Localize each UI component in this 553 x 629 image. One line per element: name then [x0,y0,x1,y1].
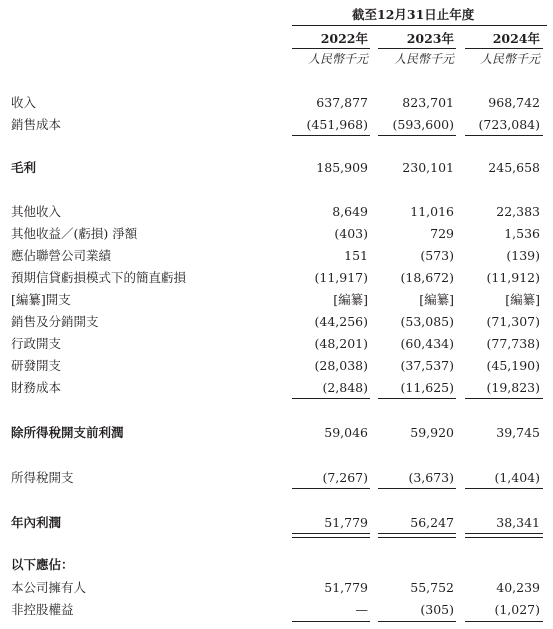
row-value: (60,434) [400,336,454,351]
unit-2023: 人民幣千元 [393,52,454,66]
subtotal-rule [292,621,370,622]
row-value: 637,877 [316,95,368,110]
row-value: 185,909 [316,160,368,175]
row-value: (45,190) [486,358,540,373]
year-rule-2022 [292,48,370,49]
row-value: (11,625) [400,380,454,395]
row-value: (71,307) [486,314,540,329]
year-rule-2023 [378,48,456,49]
row-label: 以下應佔： [11,557,74,572]
row-label: 預期信貸虧損模式下的簡直虧損 [11,270,187,285]
total-double-rule [465,533,543,538]
row-value: (11,917) [314,270,368,285]
row-label: 行政開支 [11,336,62,351]
row-value: (28,038) [314,358,368,373]
row-value: 729 [430,226,454,241]
subtotal-rule [292,488,370,489]
year-2023: 2023年 [406,31,454,46]
row-label: 研發開支 [11,358,62,373]
row-value: (48,201) [314,336,368,351]
row-value: (305) [420,602,454,617]
row-value: (593,600) [392,117,454,132]
total-double-rule [292,533,370,538]
row-label: 非控股權益 [11,602,74,617]
row-value: 968,742 [488,95,540,110]
row-value: (44,256) [314,314,368,329]
row-label: 其他收入 [11,204,62,219]
row-value: 40,239 [496,580,540,595]
row-value: — [355,602,368,617]
row-value: 1,536 [504,226,540,241]
row-label: 年內利潤 [11,515,62,530]
row-value: 8,649 [332,204,368,219]
row-value: 56,247 [410,515,454,530]
subtotal-rule [465,398,543,399]
row-value: (1,027) [494,602,540,617]
row-label: 其他收益／(虧損) 淨額 [11,226,138,241]
row-value: 59,920 [410,425,454,440]
row-value: 823,701 [402,95,454,110]
year-2024: 2024年 [492,31,540,46]
row-value: [編纂] [333,292,368,307]
subtotal-rule [465,488,543,489]
row-value: (723,084) [478,117,540,132]
row-value: (11,912) [486,270,540,285]
row-label: 銷售及分銷開支 [11,314,99,329]
subtotal-rule [378,398,456,399]
subtotal-rule [465,135,543,136]
row-value: 230,101 [402,160,454,175]
subtotal-rule [465,621,543,622]
row-value: 245,658 [488,160,540,175]
row-label: 毛利 [11,160,37,175]
row-value: 51,779 [324,515,368,530]
row-value: (139) [506,248,540,263]
row-value: [編纂] [505,292,540,307]
row-value: 39,745 [496,425,540,440]
row-label: 銷售成本 [11,117,62,132]
row-value: (3,673) [408,470,454,485]
row-value: 51,779 [324,580,368,595]
row-label: 除所得稅開支前利潤 [11,425,124,440]
header-rule [292,25,547,26]
row-value: [編纂] [419,292,454,307]
row-value: 59,046 [324,425,368,440]
unit-2024: 人民幣千元 [479,52,540,66]
row-value: (53,085) [400,314,454,329]
row-value: (2,848) [322,380,368,395]
year-2022: 2022年 [320,31,368,46]
row-value: (7,267) [322,470,368,485]
row-label: 收入 [11,95,37,110]
row-value: 55,752 [410,580,454,595]
row-value: 151 [344,248,368,263]
row-value: (18,672) [400,270,454,285]
unit-2022: 人民幣千元 [307,52,368,66]
subtotal-rule [292,398,370,399]
row-value: 38,341 [496,515,540,530]
subtotal-rule [378,621,456,622]
row-label: 財務成本 [11,380,62,395]
row-value: (37,537) [400,358,454,373]
period-header: 截至12月31日止年度 [352,7,475,22]
subtotal-rule [292,135,370,136]
row-value: (451,968) [306,117,368,132]
year-rule-2024 [465,48,543,49]
row-label: 本公司擁有人 [11,580,87,595]
subtotal-rule [378,135,456,136]
row-value: (573) [420,248,454,263]
row-value: (19,823) [486,380,540,395]
row-value: 22,383 [496,204,540,219]
row-value: (403) [334,226,368,241]
row-label: 應佔聯營公司業績 [11,248,112,263]
row-label: 所得稅開支 [11,470,74,485]
row-value: (77,738) [486,336,540,351]
row-value: (1,404) [494,470,540,485]
row-value: 11,016 [410,204,454,219]
subtotal-rule [378,488,456,489]
row-label: [編纂]開支 [11,292,71,307]
total-double-rule [378,533,456,538]
